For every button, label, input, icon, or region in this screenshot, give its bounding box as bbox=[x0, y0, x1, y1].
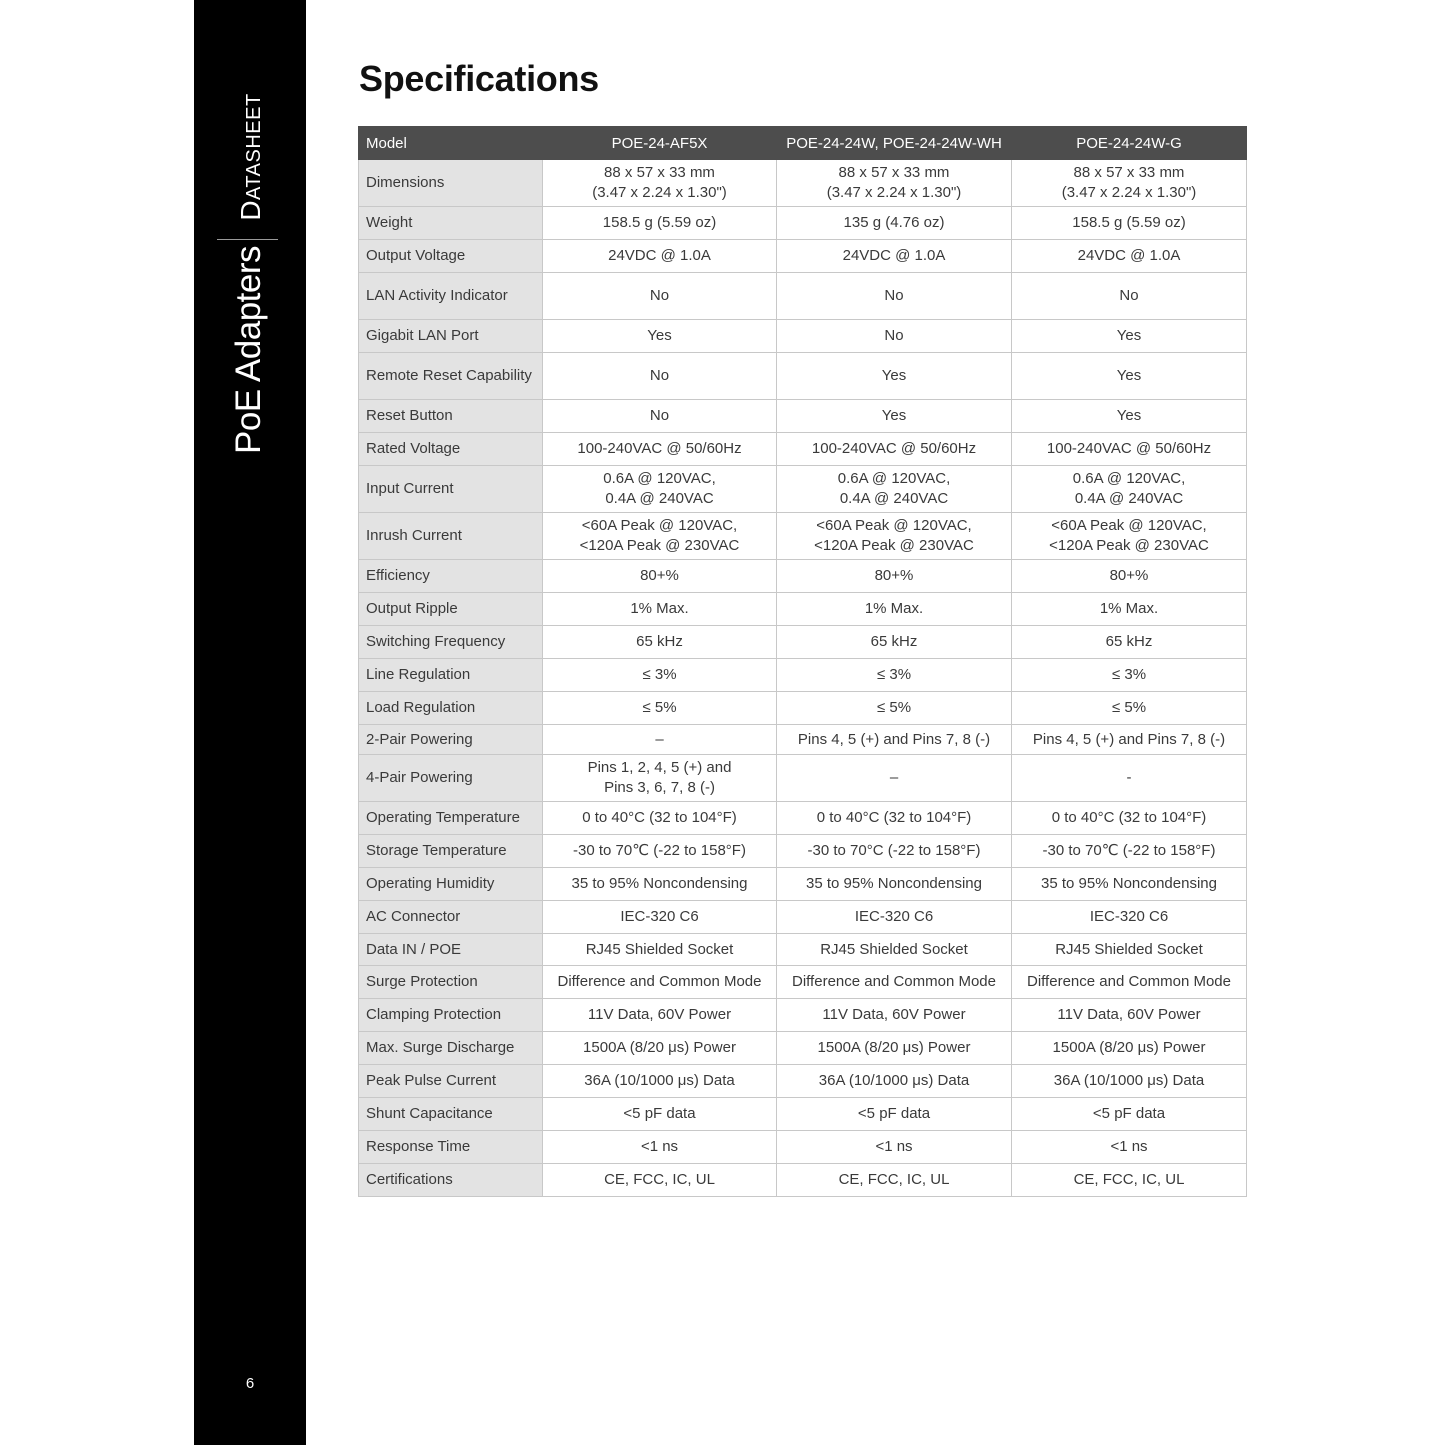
table-cell: 35 to 95% Noncondensing bbox=[1012, 868, 1247, 901]
table-cell: 88 x 57 x 33 mm (3.47 x 2.24 x 1.30") bbox=[543, 160, 777, 207]
table-row bbox=[359, 593, 1247, 626]
table-cell: RJ45 Shielded Socket bbox=[777, 934, 1012, 966]
page-title: Specifications bbox=[359, 58, 599, 99]
column-header: POE-24-24W, POE-24-24W-WH bbox=[777, 127, 1012, 160]
table-cell: 65 kHz bbox=[1012, 626, 1247, 659]
row-label: Dimensions bbox=[359, 160, 543, 207]
table-cell: 100-240VAC @ 50/60Hz bbox=[1012, 433, 1247, 466]
row-label: LAN Activity Indicator bbox=[359, 273, 543, 320]
table-cell: <1 ns bbox=[543, 1131, 777, 1164]
table-cell: Yes bbox=[1012, 400, 1247, 433]
table-cell: Yes bbox=[1012, 353, 1247, 400]
table-cell: 80+% bbox=[543, 560, 777, 593]
table-cell: Pins 1, 2, 4, 5 (+) and Pins 3, 6, 7, 8 (-) bbox=[543, 755, 777, 802]
table-row bbox=[359, 513, 1247, 560]
table-row bbox=[359, 160, 1247, 207]
table-row bbox=[359, 966, 1247, 999]
table-cell: 158.5 g (5.59 oz) bbox=[1012, 207, 1247, 240]
table-cell: IEC-320 C6 bbox=[543, 901, 777, 934]
row-label: Output Ripple bbox=[359, 593, 543, 626]
table-cell: - bbox=[1012, 755, 1247, 802]
table-row bbox=[359, 466, 1247, 513]
table-cell: <5 pF data bbox=[543, 1098, 777, 1131]
row-label: Inrush Current bbox=[359, 513, 543, 560]
row-label: Data IN / POE bbox=[359, 934, 543, 966]
table-row bbox=[359, 433, 1247, 466]
table-cell: 1% Max. bbox=[777, 593, 1012, 626]
row-label: Certifications bbox=[359, 1164, 543, 1197]
table-cell: 24VDC @ 1.0A bbox=[777, 240, 1012, 273]
row-label: Output Voltage bbox=[359, 240, 543, 273]
table-cell: Difference and Common Mode bbox=[543, 966, 777, 999]
table-body bbox=[359, 160, 1247, 1197]
row-label: Load Regulation bbox=[359, 692, 543, 725]
table-cell: Difference and Common Mode bbox=[1012, 966, 1247, 999]
table-cell: <1 ns bbox=[777, 1131, 1012, 1164]
row-label: Rated Voltage bbox=[359, 433, 543, 466]
table-cell: 1500A (8/20 μs) Power bbox=[1012, 1032, 1247, 1065]
table-cell: Pins 4, 5 (+) and Pins 7, 8 (-) bbox=[777, 725, 1012, 755]
table-cell: 0.6A @ 120VAC, 0.4A @ 240VAC bbox=[777, 466, 1012, 513]
table-cell: IEC-320 C6 bbox=[777, 901, 1012, 934]
table-row bbox=[359, 1032, 1247, 1065]
page-number: 6 bbox=[245, 1375, 255, 1392]
row-label: Operating Humidity bbox=[359, 868, 543, 901]
table-cell: ≤ 3% bbox=[543, 659, 777, 692]
table-row bbox=[359, 755, 1247, 802]
doc-type-label: Datasheet bbox=[235, 93, 266, 221]
table-cell: No bbox=[543, 400, 777, 433]
table-cell: Yes bbox=[543, 320, 777, 353]
table-row bbox=[359, 835, 1247, 868]
table-row bbox=[359, 273, 1247, 320]
row-label: Peak Pulse Current bbox=[359, 1065, 543, 1098]
table-cell: Yes bbox=[1012, 320, 1247, 353]
table-cell: 1% Max. bbox=[1012, 593, 1247, 626]
table-cell: -30 to 70°C (-22 to 158°F) bbox=[777, 835, 1012, 868]
table-row bbox=[359, 999, 1247, 1032]
row-label: Line Regulation bbox=[359, 659, 543, 692]
table-cell: 80+% bbox=[777, 560, 1012, 593]
column-header: POE-24-24W-G bbox=[1012, 127, 1247, 160]
row-label: Operating Temperature bbox=[359, 802, 543, 835]
table-row bbox=[359, 692, 1247, 725]
table-cell: 100-240VAC @ 50/60Hz bbox=[543, 433, 777, 466]
table-cell: 1% Max. bbox=[543, 593, 777, 626]
table-cell: 100-240VAC @ 50/60Hz bbox=[777, 433, 1012, 466]
table-row bbox=[359, 626, 1247, 659]
table-row bbox=[359, 868, 1247, 901]
table-row bbox=[359, 240, 1247, 273]
table-cell: 0 to 40°C (32 to 104°F) bbox=[543, 802, 777, 835]
table-row bbox=[359, 560, 1247, 593]
table-cell: No bbox=[777, 320, 1012, 353]
table-cell: – bbox=[777, 755, 1012, 802]
row-label: 4-Pair Powering bbox=[359, 755, 543, 802]
table-cell: No bbox=[1012, 273, 1247, 320]
table-cell: <60A Peak @ 120VAC, <120A Peak @ 230VAC bbox=[777, 513, 1012, 560]
row-label: Response Time bbox=[359, 1131, 543, 1164]
row-label: Reset Button bbox=[359, 400, 543, 433]
specifications-table bbox=[358, 126, 1247, 1197]
table-cell: ≤ 5% bbox=[777, 692, 1012, 725]
row-label: Weight bbox=[359, 207, 543, 240]
row-label: Storage Temperature bbox=[359, 835, 543, 868]
table-cell: IEC-320 C6 bbox=[1012, 901, 1247, 934]
table-row bbox=[359, 901, 1247, 934]
table-cell: 1500A (8/20 μs) Power bbox=[777, 1032, 1012, 1065]
table-cell: RJ45 Shielded Socket bbox=[1012, 934, 1247, 966]
table-cell: 135 g (4.76 oz) bbox=[777, 207, 1012, 240]
table-cell: ≤ 5% bbox=[543, 692, 777, 725]
table-row bbox=[359, 725, 1247, 755]
table-cell: <60A Peak @ 120VAC, <120A Peak @ 230VAC bbox=[543, 513, 777, 560]
table-row bbox=[359, 934, 1247, 966]
table-row bbox=[359, 1131, 1247, 1164]
table-cell: 0.6A @ 120VAC, 0.4A @ 240VAC bbox=[543, 466, 777, 513]
table-cell: -30 to 70℃ (-22 to 158°F) bbox=[543, 835, 777, 868]
table-cell: No bbox=[777, 273, 1012, 320]
table-cell: <1 ns bbox=[1012, 1131, 1247, 1164]
row-label: 2-Pair Powering bbox=[359, 725, 543, 755]
table-cell: 36A (10/1000 μs) Data bbox=[1012, 1065, 1247, 1098]
table-cell: 11V Data, 60V Power bbox=[1012, 999, 1247, 1032]
table-header-row bbox=[359, 127, 1247, 160]
table-row bbox=[359, 1164, 1247, 1197]
table-cell: CE, FCC, IC, UL bbox=[1012, 1164, 1247, 1197]
table-cell: 0 to 40°C (32 to 104°F) bbox=[1012, 802, 1247, 835]
table-row bbox=[359, 400, 1247, 433]
table-cell: RJ45 Shielded Socket bbox=[543, 934, 777, 966]
table-cell: 35 to 95% Noncondensing bbox=[777, 868, 1012, 901]
row-label: Remote Reset Capability bbox=[359, 353, 543, 400]
table-cell: 36A (10/1000 μs) Data bbox=[777, 1065, 1012, 1098]
table-row bbox=[359, 207, 1247, 240]
table-cell: 65 kHz bbox=[543, 626, 777, 659]
table-cell: CE, FCC, IC, UL bbox=[543, 1164, 777, 1197]
table-cell: ≤ 3% bbox=[777, 659, 1012, 692]
table-cell: <60A Peak @ 120VAC, <120A Peak @ 230VAC bbox=[1012, 513, 1247, 560]
row-label: AC Connector bbox=[359, 901, 543, 934]
table-cell: – bbox=[543, 725, 777, 755]
row-label: Max. Surge Discharge bbox=[359, 1032, 543, 1065]
table-cell: 88 x 57 x 33 mm (3.47 x 2.24 x 1.30") bbox=[777, 160, 1012, 207]
column-header: Model bbox=[359, 127, 543, 160]
table-cell: No bbox=[543, 353, 777, 400]
table-cell: -30 to 70℃ (-22 to 158°F) bbox=[1012, 835, 1247, 868]
table-row bbox=[359, 353, 1247, 400]
table-cell: <5 pF data bbox=[777, 1098, 1012, 1131]
table-cell: 1500A (8/20 μs) Power bbox=[543, 1032, 777, 1065]
table-row bbox=[359, 802, 1247, 835]
table-cell: Pins 4, 5 (+) and Pins 7, 8 (-) bbox=[1012, 725, 1247, 755]
row-label: Shunt Capacitance bbox=[359, 1098, 543, 1131]
table-cell: 11V Data, 60V Power bbox=[777, 999, 1012, 1032]
table-cell: ≤ 3% bbox=[1012, 659, 1247, 692]
row-label: Input Current bbox=[359, 466, 543, 513]
product-title: PoE Adapters bbox=[229, 245, 268, 455]
table-row bbox=[359, 659, 1247, 692]
table-cell: 65 kHz bbox=[777, 626, 1012, 659]
table-cell: 24VDC @ 1.0A bbox=[543, 240, 777, 273]
row-label: Clamping Protection bbox=[359, 999, 543, 1032]
table-cell: CE, FCC, IC, UL bbox=[777, 1164, 1012, 1197]
table-cell: No bbox=[543, 273, 777, 320]
table-cell: <5 pF data bbox=[1012, 1098, 1247, 1131]
table-cell: Yes bbox=[777, 353, 1012, 400]
table-cell: 0 to 40°C (32 to 104°F) bbox=[777, 802, 1012, 835]
table-cell: 11V Data, 60V Power bbox=[543, 999, 777, 1032]
table-cell: 88 x 57 x 33 mm (3.47 x 2.24 x 1.30") bbox=[1012, 160, 1247, 207]
table-cell: 80+% bbox=[1012, 560, 1247, 593]
row-label: Surge Protection bbox=[359, 966, 543, 999]
row-label: Efficiency bbox=[359, 560, 543, 593]
table-cell: Difference and Common Mode bbox=[777, 966, 1012, 999]
table-cell: Yes bbox=[777, 400, 1012, 433]
column-header: POE-24-AF5X bbox=[543, 127, 777, 160]
table-row bbox=[359, 1098, 1247, 1131]
row-label: Gigabit LAN Port bbox=[359, 320, 543, 353]
table-row bbox=[359, 1065, 1247, 1098]
table-cell: 158.5 g (5.59 oz) bbox=[543, 207, 777, 240]
table-row bbox=[359, 320, 1247, 353]
table-cell: 24VDC @ 1.0A bbox=[1012, 240, 1247, 273]
sidebar-divider bbox=[217, 239, 278, 240]
table-cell: 35 to 95% Noncondensing bbox=[543, 868, 777, 901]
table-cell: 0.6A @ 120VAC, 0.4A @ 240VAC bbox=[1012, 466, 1247, 513]
row-label: Switching Frequency bbox=[359, 626, 543, 659]
table-cell: ≤ 5% bbox=[1012, 692, 1247, 725]
table-cell: 36A (10/1000 μs) Data bbox=[543, 1065, 777, 1098]
